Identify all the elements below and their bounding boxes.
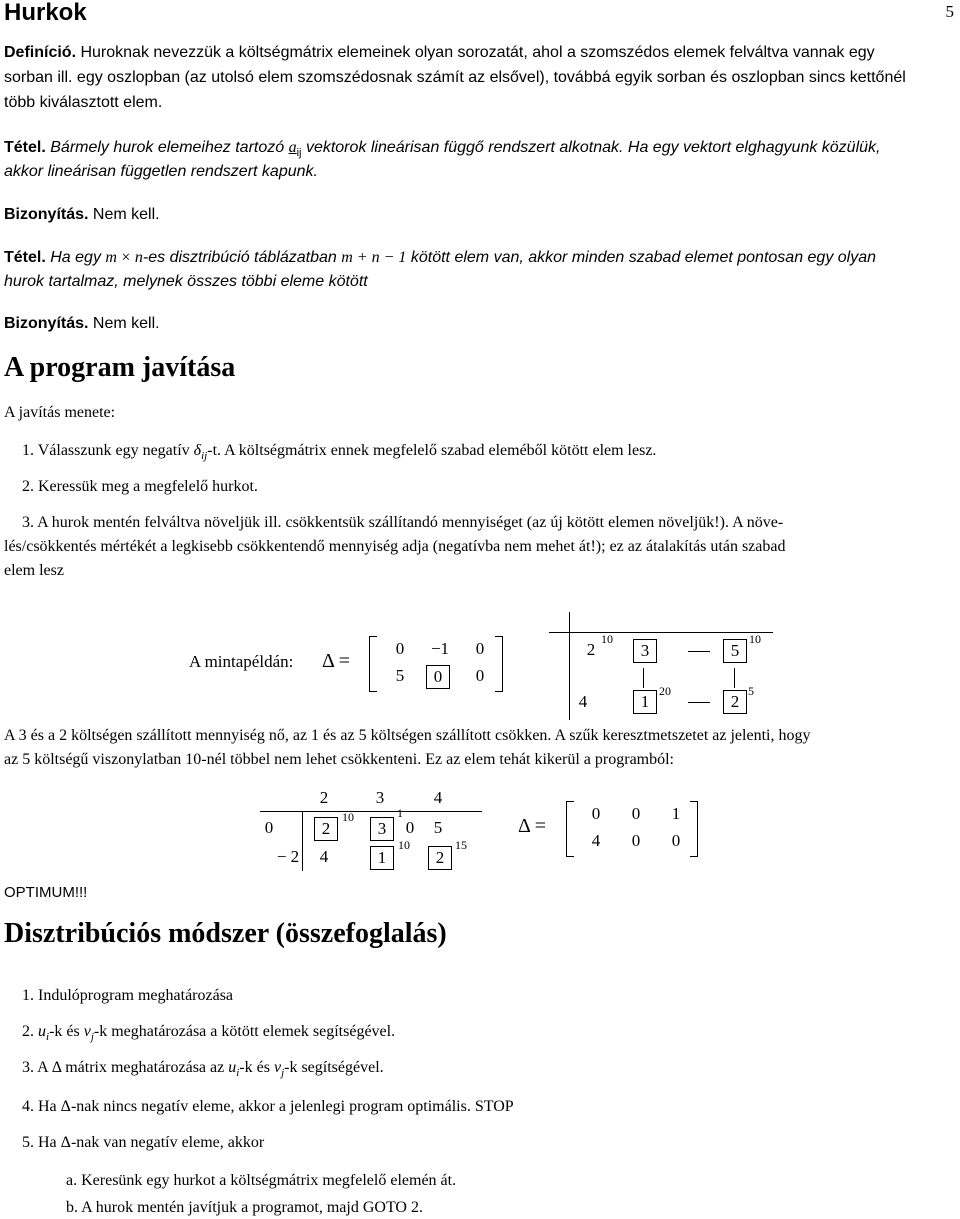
final-matrix-cell: 0	[631, 804, 641, 823]
proof-1-label: Bizonyítás.	[4, 206, 89, 223]
matrix-cell: 5	[395, 666, 405, 685]
explanation-line-1: A 3 és a 2 költségen szállított mennyiség nő, az 1 és az 5 költségen szállított csökken. A szűk keresztmetszetet az jelenti, hogy	[4, 727, 811, 744]
loop-vertical-dash	[734, 668, 735, 688]
matrix-cell: 0	[475, 639, 485, 658]
table-amount: 5	[748, 684, 754, 698]
theorem-1-line-2: akkor lineárisan független rendszert kapunk.	[4, 163, 318, 180]
final-matrix-cell: 0	[631, 831, 641, 850]
final-cell: 5	[433, 818, 443, 837]
table-cell: 4	[578, 692, 588, 711]
definition-line-1: Definíció. Huroknak nevezzük a költségmátrix elemeinek olyan sorozatát, ahol a szomszédos elemek felváltva vannak egy	[4, 44, 875, 61]
summary-item-1: 1. Indulóprogram meghatározása	[22, 987, 234, 1004]
theorem-1-line-1: Tétel. Bármely hurok elemeihez tartozó $a_{ij}$ vektorok lineárisan függő rendszert alkotnak. Ha egy vektort elghagyunk közülük,	[4, 139, 881, 160]
table-cell-boxed: 1	[633, 690, 657, 714]
explanation-line-2: az 5 költségű viszonylatban 10-nél többel nem lehet csökkenteni. Ez az elem tehát kikerül a programból:	[4, 751, 674, 768]
final-table-horizontal-line	[260, 811, 482, 812]
matrix-cell: 0	[475, 666, 485, 685]
step-3-line-2: lés/csökkentés mértékét a legkisebb csökkentendő mennyiség adja (negatívba nem mehet át!); ez az átalakítás után szabad	[4, 538, 786, 555]
page-title: Hurkok	[4, 0, 87, 26]
final-row-potential: 0	[264, 818, 274, 837]
final-amount: 10	[342, 810, 354, 824]
optimum-label: OPTIMUM!!!	[4, 884, 88, 901]
delta-symbol: Δ	[60, 1134, 71, 1151]
matrix-right-bracket	[495, 636, 503, 692]
table-cell-boxed: 3	[633, 639, 657, 663]
summary-subitem-b: b. A hurok mentén javítjuk a programot, majd GOTO 2.	[66, 1199, 423, 1216]
final-row-potential: − 2	[276, 847, 300, 866]
final-matrix-left-bracket	[566, 801, 574, 857]
table-amount: 10	[749, 632, 761, 646]
final-column-potential: 2	[319, 788, 329, 807]
theorem-2-line-1: Tétel. Ha egy m × n-es disztribúció táblázatban m + n − 1 kötött elem van, akkor minden szabad elemet pontosan egy olyan	[4, 249, 877, 266]
final-amount: 1	[397, 806, 403, 820]
section-title-disztribucios-modszer: Disztribúciós módszer (összefoglalás)	[4, 918, 447, 949]
definition-line-2: sorban ill. egy oszlopban (az utolsó elem szomszédosnak számít az elsővel), továbbá egyik sorban és oszlopban sincs kettőnél	[4, 69, 906, 86]
table-cell-boxed: 5	[723, 639, 747, 663]
final-matrix-cell: 0	[591, 804, 601, 823]
final-cell-boxed: 1	[370, 846, 394, 870]
final-column-potential: 3	[375, 788, 385, 807]
table-amount: 20	[659, 684, 671, 698]
definition-line-3: több kiválasztott elem.	[4, 94, 163, 111]
definition-label: Definíció.	[4, 44, 77, 61]
example-delta-symbol: Δ =	[322, 650, 351, 672]
proof-2: Bizonyítás. Nem kell.	[4, 315, 160, 332]
matrix-left-bracket	[369, 636, 377, 692]
final-cell-boxed: 2	[314, 817, 338, 841]
vector-a: a	[288, 139, 297, 156]
final-amount: 10	[398, 838, 410, 852]
step-3-line-1: 3. A hurok mentén felváltva növeljük ill. csökkentsük szállítandó mennyiséget (az új kötött elemen növeljük!). A növe-	[22, 514, 784, 531]
final-amount: 15	[455, 838, 467, 852]
table-horizontal-line	[549, 632, 773, 633]
example-label: A mintapéldán:	[189, 652, 294, 671]
summary-item-3: 3. A Δ mátrix meghatározása az $u_i-k$ és $v_j-k$ segítségével.	[22, 1059, 384, 1080]
proof-1: Bizonyítás. Nem kell.	[4, 206, 160, 223]
summary-item-4: 4. Ha Δ-nak nincs negatív eleme, akkor a jelenlegi program optimális. STOP	[22, 1098, 514, 1115]
table-cell: 2	[586, 640, 596, 659]
summary-subitem-a: a. Keresünk egy hurkot a költségmátrix megfelelő elemén át.	[66, 1172, 457, 1189]
section-intro: A javítás menete:	[4, 404, 116, 421]
loop-horizontal-dash	[688, 702, 710, 703]
theorem-2-label: Tétel.	[4, 249, 46, 266]
loop-vertical-dash	[643, 668, 644, 688]
matrix-cell-boxed: 0	[426, 665, 450, 689]
theorem-1-label: Tétel.	[4, 139, 46, 156]
loop-horizontal-dash	[688, 651, 710, 652]
delta-symbol: Δ	[60, 1098, 71, 1115]
page-number: 5	[945, 2, 954, 21]
step-2: 2. Keressük meg a megfelelő hurkot.	[22, 478, 258, 495]
matrix-cell: 0	[395, 639, 405, 658]
final-matrix-cell: 0	[671, 831, 681, 850]
table-cell-boxed: 2	[723, 690, 747, 714]
table-amount: 10	[601, 632, 613, 646]
step-1: 1. Válasszunk egy negatív $\delta_{ij}-t$. A költségmátrix ennek megfelelő szabad eleméből kötött elem lesz.	[22, 442, 657, 463]
final-delta-symbol: Δ =	[518, 815, 547, 837]
theorem-2-line-2: hurok tartalmaz, melynek összes többi eleme kötött	[4, 273, 368, 290]
final-cell: 4	[319, 847, 329, 866]
proof-2-label: Bizonyítás.	[4, 315, 89, 332]
final-cell-boxed: 2	[428, 846, 452, 870]
final-cell: 0	[405, 818, 415, 837]
final-matrix-cell: 1	[671, 804, 681, 823]
section-title-program-javitasa: A program javítása	[4, 352, 236, 383]
final-column-potential: 4	[433, 788, 443, 807]
delta-symbol: Δ	[51, 1059, 62, 1076]
final-cell-boxed: 3	[370, 817, 394, 841]
summary-item-2: 2. $u_i-k$ és $v_j-k$ meghatározása a kötött elemek segítségével.	[22, 1023, 396, 1044]
final-matrix-right-bracket	[690, 801, 698, 857]
summary-item-5: 5. Ha Δ-nak van negatív eleme, akkor	[22, 1134, 265, 1151]
matrix-cell: −1	[430, 639, 450, 658]
final-matrix-cell: 4	[591, 831, 601, 850]
step-3-line-3: elem lesz	[4, 562, 64, 579]
